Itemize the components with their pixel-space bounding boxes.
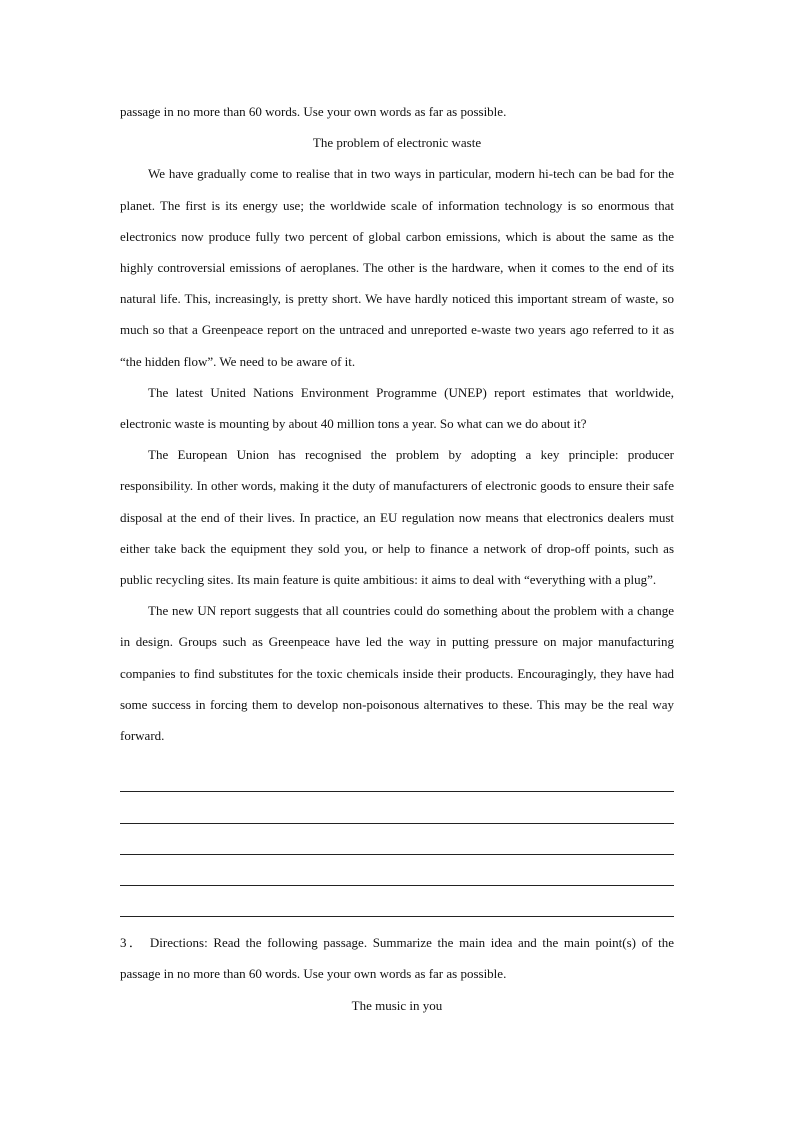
passage-title: The problem of electronic waste <box>312 135 482 151</box>
passage-paragraph-4: The new UN report suggests that all countries could do something about the problem with a change in design. Groups such as Greenpeace have led the way in putting pressure on major manufacturing companies to find substitutes for the toxic chemicals inside their products. Encouragingly, they have had some success in forcing them to develop non-poisonous alternatives to these. This may be the real way forward. <box>120 603 674 744</box>
answer-line[interactable] <box>120 824 674 855</box>
answer-line[interactable] <box>120 792 674 823</box>
answer-line[interactable] <box>120 761 674 792</box>
answer-line[interactable] <box>120 886 674 917</box>
passage-paragraph-2: The latest United Nations Environment Programme (UNEP) report estimates that worldwide, electronic waste is mounting by about 40 million tons a year. So what can we do about it? <box>120 384 674 432</box>
previous-directions-tail: passage in no more than 60 words. Use your own words as far as possible. <box>120 104 507 119</box>
document-page <box>120 96 674 1021</box>
passage-paragraph-3: The European Union has recognised the problem by adopting a key principle: producer responsibility. In other words, making it the duty of manufacturers of electronic goods to ensure their safe disposal at the end of their lives. In practice, an EU regulation now means that electronics dealers must either take back the equipment they sold you, or help to finance a network of drop-off points, such as public recycling sites. Its main feature is quite ambitious: it aims to deal with “everything with a plug”. <box>120 447 674 588</box>
question-3-passage-title: The music in you <box>351 997 443 1013</box>
question-3-directions: 3． Directions: Read the following passage. Summarize the main idea and the main point(s) of the passage in no more than 60 words. Use your own words as far as possible. <box>120 935 674 982</box>
answer-line[interactable] <box>120 855 674 886</box>
passage-paragraph-1: We have gradually come to realise that in two ways in particular, modern hi-tech can be bad for the planet. The first is its energy use; the worldwide scale of information technology is so enormous that electronics now produce fully two percent of global carbon emissions, which is about the same as the highly controversial emissions of aeroplanes. The other is the hardware, when it comes to the end of its natural life. This, increasingly, is pretty short. We have hardly noticed this important stream of waste, so much so that a Greenpeace report on the untraced and unreported e-waste two years ago referred to it as “the hidden flow”. We need to be aware of it. <box>120 166 674 369</box>
answer-area[interactable] <box>120 761 674 917</box>
